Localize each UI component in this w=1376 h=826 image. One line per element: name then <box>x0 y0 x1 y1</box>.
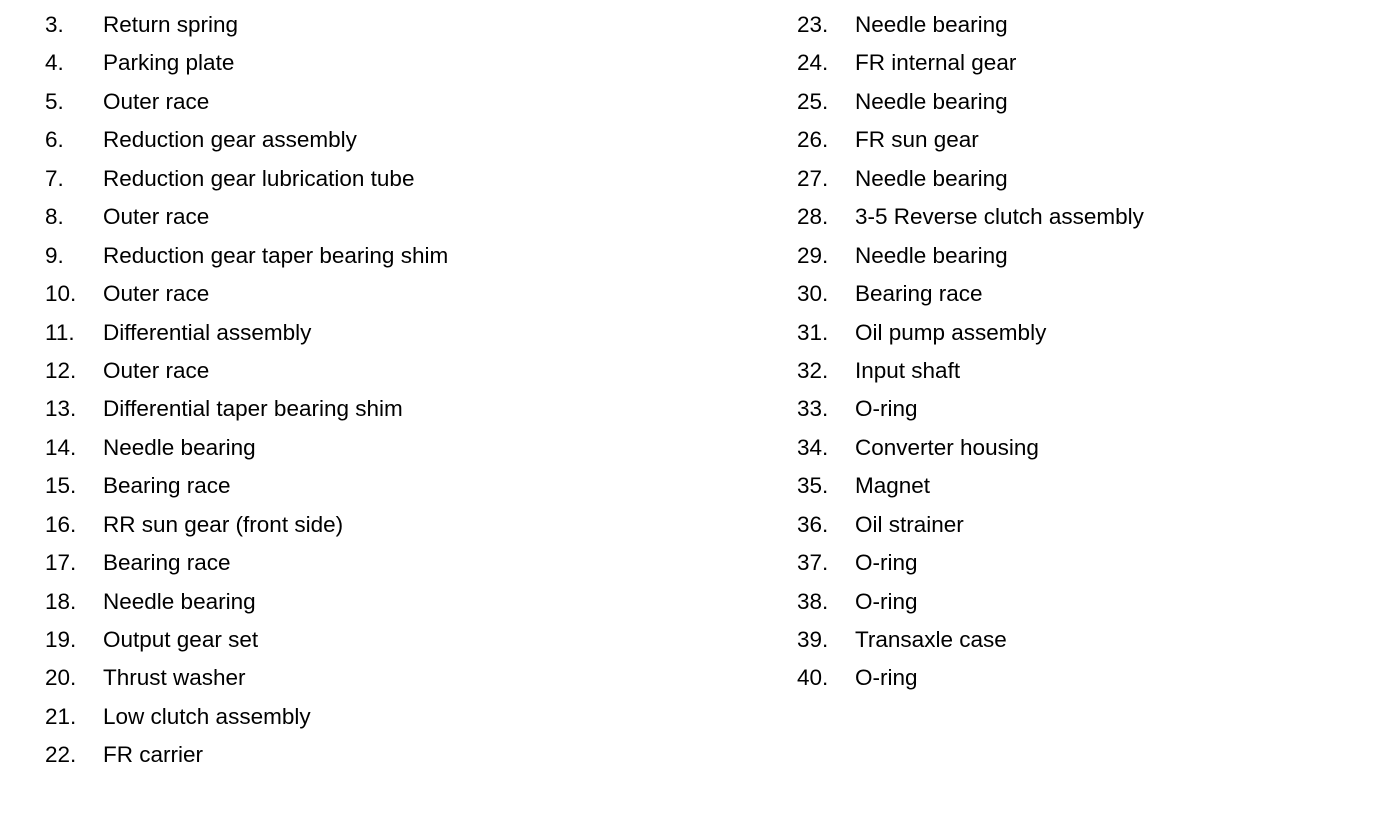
list-item <box>45 121 745 159</box>
list-item <box>797 121 1357 159</box>
list-item <box>45 698 745 736</box>
part-number: 29. <box>797 242 829 268</box>
part-name: Needle bearing <box>103 588 256 614</box>
part-number: 17. <box>45 550 77 576</box>
part-number: 24. <box>797 50 829 76</box>
part-number: 30. <box>797 281 829 307</box>
part-number: 9. <box>45 242 64 268</box>
part-name: Needle bearing <box>103 434 256 460</box>
list-item <box>797 621 1357 659</box>
part-name: Needle bearing <box>855 88 1008 114</box>
part-name: Outer race <box>103 204 210 230</box>
part-number: 4. <box>45 50 64 76</box>
part-name: Needle bearing <box>855 12 1008 37</box>
list-item <box>45 314 745 352</box>
list-item <box>797 275 1357 313</box>
part-name: Magnet <box>855 473 931 499</box>
list-item <box>797 390 1357 428</box>
part-name: Transaxle case <box>855 627 1007 652</box>
list-item <box>45 237 745 275</box>
list-item <box>45 736 745 774</box>
part-name: Input shaft <box>855 357 961 383</box>
part-number: 8. <box>45 204 64 230</box>
list-item <box>797 659 1357 697</box>
part-number: 21. <box>45 703 77 729</box>
part-number: 40. <box>797 665 829 691</box>
list-item <box>45 429 745 467</box>
list-item <box>45 506 745 544</box>
list-item <box>797 237 1357 275</box>
part-name: Bearing race <box>103 473 231 499</box>
list-item <box>797 506 1357 544</box>
part-number: 36. <box>797 511 829 537</box>
part-name: Converter housing <box>855 434 1039 460</box>
part-number: 12. <box>45 357 77 383</box>
part-name: Bearing race <box>103 550 231 576</box>
list-item <box>797 544 1357 582</box>
list-item <box>797 583 1357 621</box>
part-number: 34. <box>797 434 829 460</box>
part-name: O-ring <box>855 665 918 691</box>
part-number: 32. <box>797 357 829 383</box>
part-name: FR sun gear <box>855 127 979 153</box>
list-item <box>45 583 745 621</box>
list-item <box>45 467 745 505</box>
list-item <box>45 83 745 121</box>
list-item <box>797 160 1357 198</box>
part-number: 33. <box>797 396 829 422</box>
part-name: Outer race <box>103 357 210 383</box>
list-item <box>45 198 745 236</box>
list-item <box>45 44 745 82</box>
part-name: Reduction gear lubrication tube <box>103 165 415 191</box>
part-number: 10. <box>45 281 77 307</box>
list-item <box>797 467 1357 505</box>
list-item <box>797 314 1357 352</box>
part-name: Oil strainer <box>855 511 964 537</box>
part-number: 13. <box>45 396 77 422</box>
part-number: 7. <box>45 165 64 191</box>
part-number: 11. <box>45 319 75 345</box>
list-item <box>45 544 745 582</box>
part-name: FR internal gear <box>855 50 1017 76</box>
part-name: RR sun gear (front side) <box>103 511 344 537</box>
part-number: 27. <box>797 165 829 191</box>
part-number: 25. <box>797 88 829 114</box>
part-name: Needle bearing <box>855 242 1008 268</box>
part-number: 15. <box>45 473 77 499</box>
part-number: 20. <box>45 665 77 691</box>
part-number: 3. <box>45 12 64 37</box>
part-name: O-ring <box>855 588 918 614</box>
part-number: 39. <box>797 627 829 652</box>
part-name: Output gear set <box>103 627 259 652</box>
parts-list-right-column <box>797 6 1357 698</box>
part-name: Reduction gear assembly <box>103 127 357 153</box>
part-number: 38. <box>797 588 829 614</box>
part-number: 22. <box>45 742 77 768</box>
list-item <box>797 44 1357 82</box>
part-number: 35. <box>797 473 829 499</box>
part-name: Thrust washer <box>103 665 246 691</box>
list-item <box>45 160 745 198</box>
part-number: 31. <box>797 319 829 345</box>
part-name: O-ring <box>855 550 918 576</box>
part-number: 28. <box>797 204 829 230</box>
part-name: Parking plate <box>103 50 235 76</box>
part-name: Differential taper bearing shim <box>103 396 403 422</box>
list-item <box>797 429 1357 467</box>
part-name: Outer race <box>103 281 210 307</box>
part-name: Low clutch assembly <box>103 703 311 729</box>
part-number: 5. <box>45 88 64 114</box>
list-item <box>45 275 745 313</box>
part-name: Bearing race <box>855 281 983 307</box>
part-name: FR carrier <box>103 742 203 768</box>
list-item <box>45 6 745 44</box>
list-item <box>45 390 745 428</box>
list-item <box>45 352 745 390</box>
part-number: 16. <box>45 511 77 537</box>
part-number: 37. <box>797 550 829 576</box>
part-number: 26. <box>797 127 829 153</box>
list-item <box>45 659 745 697</box>
part-name: Return spring <box>103 12 239 37</box>
list-item <box>45 621 745 659</box>
part-name: O-ring <box>855 396 918 422</box>
part-number: 18. <box>45 588 77 614</box>
list-item <box>797 83 1357 121</box>
part-number: 19. <box>45 627 77 652</box>
part-name: Reduction gear taper bearing shim <box>103 242 449 268</box>
part-name: Oil pump assembly <box>855 319 1047 345</box>
part-name: Differential assembly <box>103 319 312 345</box>
part-number: 6. <box>45 127 64 153</box>
part-name: Needle bearing <box>855 165 1008 191</box>
parts-list-left-column <box>45 6 745 775</box>
list-item <box>797 352 1357 390</box>
list-item <box>797 198 1357 236</box>
part-number: 14. <box>45 434 77 460</box>
part-name: Outer race <box>103 88 210 114</box>
part-name: 3-5 Reverse clutch assembly <box>855 204 1144 230</box>
part-number: 23. <box>797 12 829 37</box>
list-item <box>797 6 1357 44</box>
